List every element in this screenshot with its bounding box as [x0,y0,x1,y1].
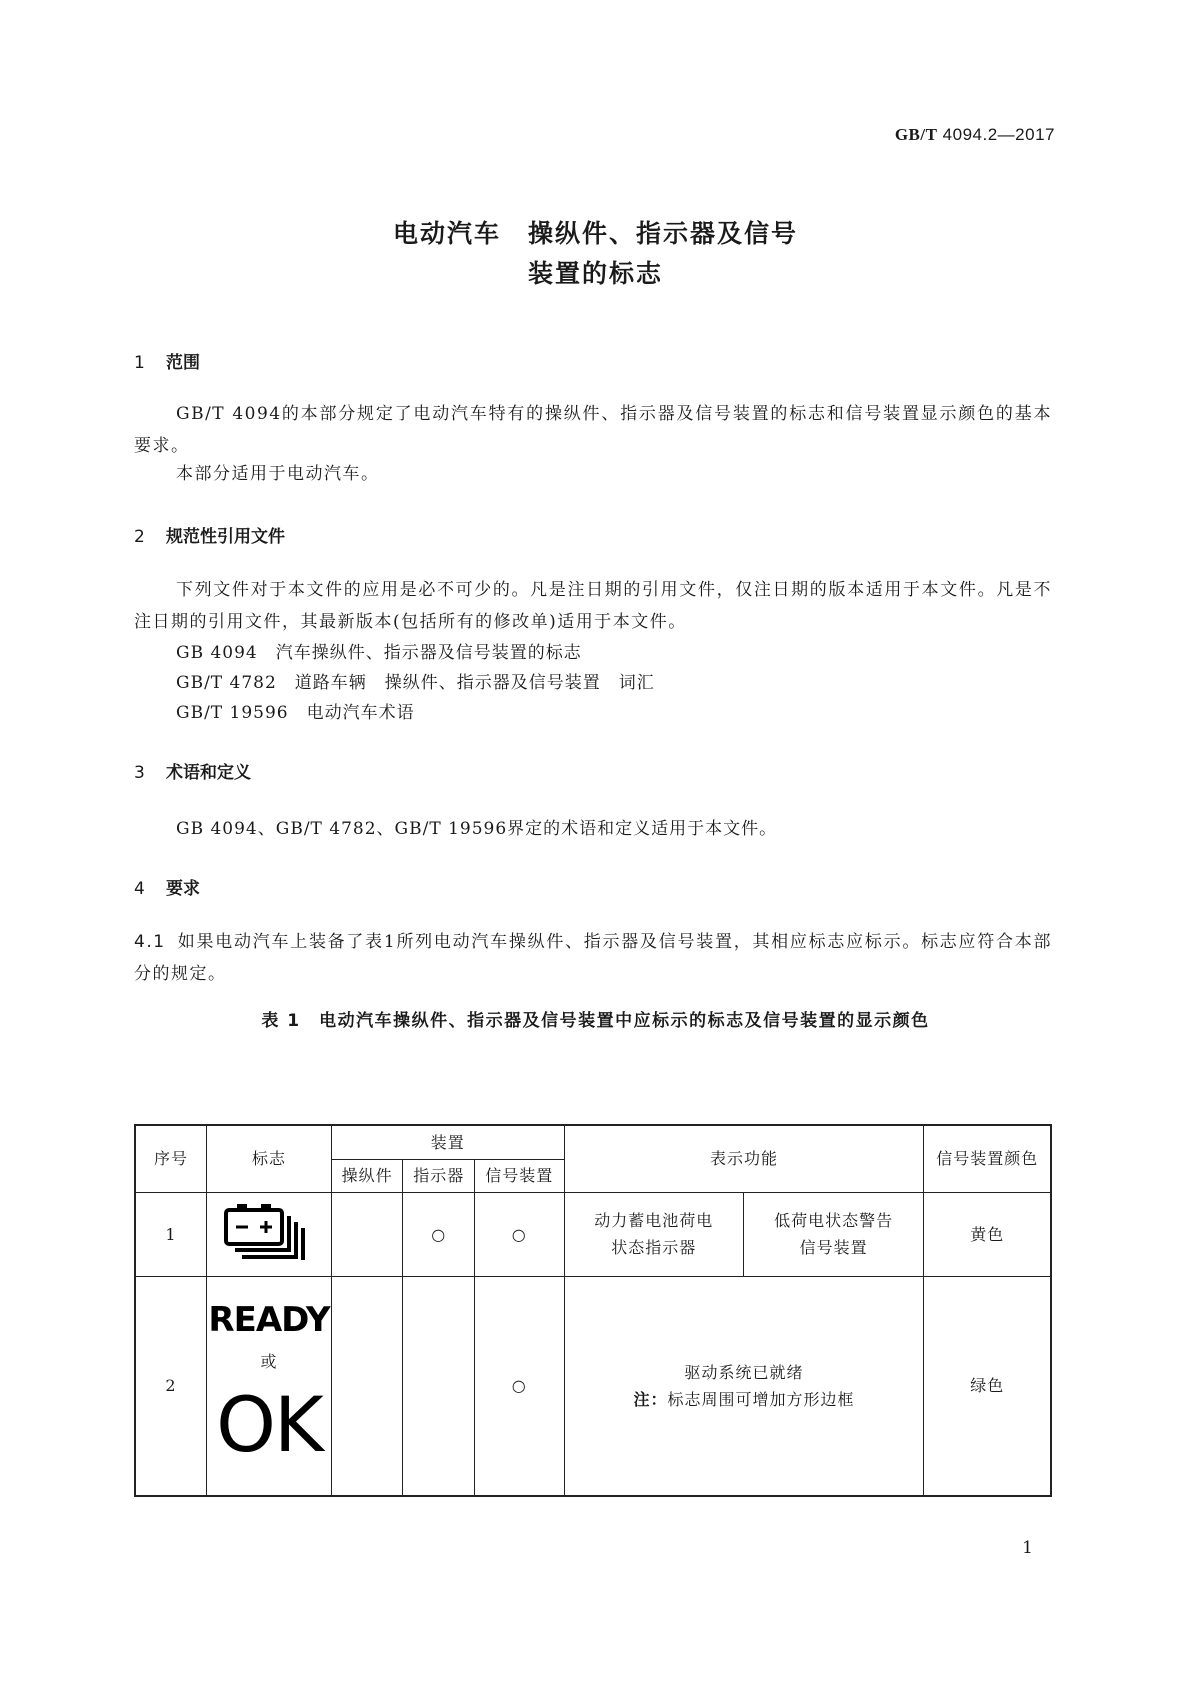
header-color: 信号装置颜色 [924,1125,1051,1192]
header-function: 表示功能 [564,1125,924,1192]
header-control: 操纵件 [331,1159,403,1192]
clause-number: 4.1 [134,932,166,952]
reference-item: GB/T 4782 道路车辆 操纵件、指示器及信号装置 词汇 [176,673,655,693]
color-cell: 绿色 [924,1276,1051,1496]
indicator-cell [403,1276,475,1496]
header-no: 序号 [135,1125,207,1192]
signal-cell [474,1276,564,1496]
color-cell: 黄色 [924,1192,1051,1276]
function-text: 信号装置 [799,1238,868,1257]
section-1-heading [134,348,200,373]
section-3-heading [134,758,251,783]
note-text: 标志周围可增加方形边框 [667,1389,855,1409]
scope-paragraph-2: 本部分适用于电动汽车。 [176,464,380,484]
row-number: 2 [135,1276,207,1496]
standard-code [895,125,1055,145]
function-note [565,1386,924,1413]
references-intro: 下列文件对于本文件的应用是必不可少的。凡是注日期的引用文件，仅注日期的版本适用于本文件。凡是不注日期的引用文件，其最新版本(包括所有的修改单)适用于本文件。 [134,580,1052,632]
section-title: 规范性引用文件 [166,527,285,547]
control-cell [331,1192,403,1276]
function-text: 状态指示器 [611,1238,697,1257]
indicator-mark: ○ [431,1224,447,1244]
document-title-line-2: 装置的标志 [527,259,663,288]
header-signal: 信号装置 [474,1159,564,1192]
control-cell [331,1276,403,1496]
section-number: 3 [134,763,145,783]
function-text: 驱动系统已就绪 [684,1362,804,1382]
scope-paragraph-1: GB/T 4094的本部分规定了电动汽车特有的操纵件、指示器及信号装置的标志和信号装置显示颜色的基本要求。 [134,404,1052,456]
header-symbol: 标志 [207,1125,332,1192]
reference-item: GB 4094 汽车操纵件、指示器及信号装置的标志 [176,643,582,663]
symbol-cell [207,1192,332,1276]
signal-cell [474,1192,564,1276]
section-4-heading [134,874,200,899]
symbol-cell [207,1276,332,1496]
document-title-line-1: 电动汽车 操纵件、指示器及信号 [392,219,798,248]
table-title: 表 1 电动汽车操纵件、指示器及信号装置中应标示的标志及信号装置的显示颜色 [261,1011,930,1031]
function-cell [564,1276,924,1496]
reference-item: GB/T 19596 电动汽车术语 [176,703,415,723]
section-number: 2 [134,527,145,547]
terms-paragraph: GB 4094、GB/T 4782、GB/T 19596界定的术语和定义适用于本文件。 [176,819,778,839]
page-number: 1 [1022,1538,1033,1558]
symbol-or: 或 [260,1351,278,1371]
function-cell-b [743,1192,923,1276]
traction-battery-icon [223,1198,315,1262]
section-2-heading [134,522,285,547]
table-row [135,1192,1051,1276]
header-device: 装置 [331,1125,564,1159]
table-header-row [135,1125,1051,1159]
ok-symbol: OK [216,1379,322,1469]
function-text: 低荷电状态警告 [774,1211,894,1230]
clause-text: 如果电动汽车上装备了表1所列电动汽车操纵件、指示器及信号装置，其相应标志应标示。标志应符合本部分的规定。 [134,932,1052,984]
symbols-table [134,1124,1052,1497]
table-row [135,1276,1051,1496]
clause-4-1 [134,926,1052,990]
function-cell-a [564,1192,743,1276]
header-indicator: 指示器 [403,1159,475,1192]
signal-mark: ○ [511,1376,527,1396]
signal-mark: ○ [511,1224,527,1244]
row-number: 1 [135,1192,207,1276]
ready-symbol: READY [208,1299,330,1340]
section-number: 1 [134,353,145,373]
note-label: 注： [633,1389,668,1409]
standard-code-prefix: GB/T [894,125,938,144]
standard-code-number: 4094.2—2017 [942,125,1055,144]
function-text: 动力蓄电池荷电 [594,1211,714,1230]
section-title: 要求 [166,879,200,899]
section-title: 术语和定义 [166,763,251,783]
section-number: 4 [134,879,145,899]
indicator-cell [403,1192,475,1276]
section-title: 范围 [166,353,200,373]
